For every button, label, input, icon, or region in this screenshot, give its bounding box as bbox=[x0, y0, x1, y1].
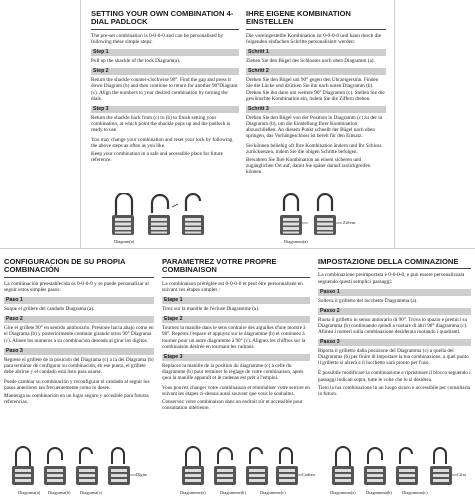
intro-text: La combinaison préréglée est 0-0-0-0 et peut être personnalisée en suivant ces étapes simples : bbox=[162, 280, 303, 294]
step-text: Solleva il grilletto del lucchetto Diagramma (a). bbox=[318, 297, 418, 304]
wheel-label: Ziffern bbox=[343, 220, 356, 225]
intro-text: The pre-set combination is 0-0-0-0 and can be personalised by following these simple steps: bbox=[91, 32, 224, 46]
note-text: Tieni la tua combinazione in un luogo sicuro e accessibile per consultarla in futuro. bbox=[318, 384, 471, 397]
step-label: Passo 3 bbox=[318, 339, 471, 346]
step-2 bbox=[318, 308, 471, 335]
note-text: È possibile modificare la combinazione e ripristinare il blocco seguendo i passaggi indicati sopra, tutte le volte che lo si desidera. bbox=[318, 370, 471, 383]
padlock-wheel-icon bbox=[276, 448, 302, 485]
padlock-diagram-en-de bbox=[108, 193, 368, 245]
fold-line-middle bbox=[0, 248, 475, 249]
section-title: PARAMETREZ VOTRE PROPRE COMBINAISON bbox=[162, 258, 310, 278]
step-text: Tournez la manille dans le sens contraire des aiguilles d'une montre à 90°. Repérez l'espace et appuyez sur le diagramme (b) et continuez à tourner pour un autre diagramme à 90° (c). Alignez les chiffres sur la combinaison désirée en tournant les cadrans. bbox=[162, 325, 306, 350]
section-title: IMPOSTAZIONE DELLA COMINAZIONE bbox=[318, 258, 471, 269]
step-label: Schritt 2 bbox=[246, 68, 386, 75]
padlock-wheel-icon bbox=[314, 194, 342, 235]
step-text: Tirez sur la manille de l'écluse Diagramme (a). bbox=[162, 306, 260, 313]
step-2 bbox=[162, 316, 310, 349]
step-2 bbox=[246, 68, 386, 101]
step-label: Etape 2 bbox=[162, 316, 310, 323]
intro-text: Die voreingestellte Kombination ist 0-0-0-0 und kann durch die folgenden einfachen Schritte personalisiert werden: bbox=[246, 32, 382, 46]
step-3 bbox=[4, 348, 154, 375]
note-text: Bewahren Sie Ihre Kombination an einem sicheren und zugänglichen Ort auf, damit Sie später darauf zurückgreifen können. bbox=[246, 157, 371, 176]
padlock-wheel-icon bbox=[108, 448, 136, 485]
note-text: Conservez votre combinaison dans un endroit sûr et accessible pour consultation ultérieure. bbox=[162, 399, 303, 412]
step-label: Step 2 bbox=[91, 68, 239, 75]
step-label: Paso 2 bbox=[4, 316, 154, 323]
step-3 bbox=[162, 354, 310, 381]
padlock-a-icon bbox=[332, 447, 354, 485]
padlock-diagram-svg bbox=[108, 193, 368, 245]
intro-text: La combinazione preimpostata è 0-0-0-0, e può essere personalizzata seguendo questi semplici passaggi: bbox=[318, 272, 465, 285]
diagram-a-label: Diagramma(a) bbox=[330, 490, 356, 495]
note-text: You may change your combination and reset your lock by following the above steps as often as you like. bbox=[91, 136, 233, 150]
section-italian bbox=[318, 258, 471, 464]
step-text: Riporta il grilletto dalla posizione del Diagramma (c) a quella del Diagramma (b) per finire di impostare la tua combinazione, a quel punto il grilletto si alzerà e il lucchetto sarà pronto per l'uso. bbox=[318, 348, 469, 367]
step-label: Paso 1 bbox=[4, 297, 154, 304]
padlock-diagram-fr bbox=[166, 446, 316, 496]
padlock-c-icon bbox=[76, 448, 98, 485]
step-1 bbox=[246, 49, 386, 64]
step-1 bbox=[91, 49, 239, 64]
padlock-diagram-svg bbox=[8, 446, 158, 496]
padlock-wheel-icon bbox=[430, 448, 457, 485]
step-text: Gire el grillete 90° en sentido antihorario. Presione hacia abajo como en el Diagrama (b) y posteriormente continúe girando otros 90° Diagrama (c). Alinee los números a su combinación deseada al girar los dígitos. bbox=[4, 325, 154, 344]
intro-text: La combinación preestablecida es 0-0-0-0 y se puede personalizar al seguir estos simples pasos: bbox=[4, 280, 149, 294]
padlock-c-icon bbox=[182, 194, 204, 235]
note-text: Vous pouvez changer votre combinaison et réinitialiser votre serrure en suivant les étapes ci-dessus aussi souvent que vous le souhaitez. bbox=[162, 384, 310, 398]
padlock-a-icon bbox=[112, 193, 134, 235]
padlock-b-icon bbox=[214, 448, 236, 485]
fold-line-top-left bbox=[80, 0, 81, 248]
step-label: Schritt 1 bbox=[246, 49, 386, 56]
step-label: Etape 1 bbox=[162, 297, 310, 304]
diagram-a-label: Diagram(a) bbox=[114, 239, 135, 244]
step-text: Suque el grillete del candado Diagrama (a). bbox=[4, 306, 95, 313]
step-text: Return the shackle back from (c) to (b) to finish setting your combination, at which point the shackle pops up and the padlock is ready to use. bbox=[91, 114, 231, 133]
diagram-c-label: Diagramma(c) bbox=[402, 490, 428, 495]
diagram-a-label: Diagrama(a) bbox=[18, 490, 41, 495]
step-text: Return the shackle counter-clockwise 90°. Find the gap and press it down Diagram (b) and then continue to return for another 90°Diagram (c). Align the numbers to your desired combination by turning the dials. bbox=[91, 77, 238, 102]
step-text: Replacez la manille de la position du diagramme (c) à celle du diagramme (b) pour terminer le réglage de votre combinaison, après quoi la manille apparaît et le cadenas est prêt à l'emploi. bbox=[162, 362, 304, 381]
step-text: Drehen Sie den Bügel um 90° gegen den Uhrzeigersinn. Finden Sie die Lücke und drücken Sie ihn nach unten Diagramm (b). Drehen Sie ihn dann um weitere 90° Diagramm (c). Stellen Sie die gewünschte Kombination ein, indem Sie die Ziffern drehen. bbox=[246, 77, 385, 102]
wheel-label: Cifra bbox=[457, 472, 467, 477]
step-2 bbox=[4, 316, 154, 343]
padlock-a-icon bbox=[182, 447, 204, 485]
diagram-c-label: Diagramme(c) bbox=[260, 490, 286, 495]
padlock-b-icon bbox=[44, 448, 66, 485]
padlock-diagram-it bbox=[322, 446, 472, 496]
diagram-a-label: Diagramme(a) bbox=[180, 490, 206, 495]
padlock-wheel-icon bbox=[280, 194, 308, 235]
step-2 bbox=[91, 68, 239, 101]
padlock-diagram-svg bbox=[322, 446, 472, 496]
section-title: IHRE EIGENE KOMBINATION EINSTELLEN bbox=[246, 10, 386, 30]
diagram-b-label: Diagramma(b) bbox=[366, 490, 392, 495]
step-1 bbox=[4, 297, 154, 312]
diagram-c-label: Diagrama(c) bbox=[80, 490, 103, 495]
padlock-diagram-svg bbox=[166, 446, 316, 496]
diagram-a-label: Diagramm(a) bbox=[284, 239, 308, 244]
padlock-c-icon bbox=[396, 448, 418, 485]
step-1 bbox=[318, 289, 471, 304]
section-title: SETTING YOUR OWN COMBINATION 4-DIAL PADLOCK bbox=[91, 10, 239, 30]
step-text: Regrese el grillete de la posición del Diagrama (c) a la del Diagrama (b) para terminar de configurar su combinación, en ese punto, el grillete debe abrirse y el candado está listo para usarse. bbox=[4, 356, 154, 375]
padlock-a-icon bbox=[12, 447, 34, 485]
step-3 bbox=[91, 106, 239, 133]
step-label: Step 1 bbox=[91, 49, 239, 56]
padlock-b-icon bbox=[148, 195, 178, 235]
wheel-label: Dígito bbox=[136, 472, 148, 477]
wheel-label: Cadran bbox=[302, 472, 315, 477]
step-label: Step 3 bbox=[91, 106, 239, 113]
fold-line-top-right bbox=[394, 0, 395, 248]
diagram-b-label: Diagrama(b) bbox=[48, 490, 71, 495]
padlock-b-icon bbox=[364, 448, 386, 485]
step-3 bbox=[246, 106, 386, 139]
padlock-c-icon bbox=[246, 448, 268, 485]
section-title: CONFIGURACIÓN DE SU PROPIA COMBINACIÓN bbox=[4, 258, 154, 278]
step-3 bbox=[318, 339, 471, 366]
diagram-b-label: Diagramme(b) bbox=[220, 490, 246, 495]
note-text: Sie können beliebig oft Ihre Kombination ändern und Ihr Schloss zurücksetzen, indem Sie die obigen Schritte befolgen. bbox=[246, 143, 382, 156]
padlock-diagram-es bbox=[8, 446, 158, 496]
step-text: Ruota il grilletto in senso antiorario di 90°. Trova lo spazio e premici su Diagramma (b) continuando quindi a ruotare di altri 90° diagramma (c). Allinea i numeri sulla combinazione desiderata ruotando i quadranti. bbox=[318, 316, 468, 336]
step-text: Ziehen Sie den Bügel des Schlosses nach oben Diagramm (a). bbox=[246, 58, 375, 65]
note-text: Puede cambiar su combinación y reconfigurar el candado al seguir los pasos anteriores tan frecuentemente como lo desee. bbox=[4, 378, 150, 391]
step-label: Passo 2 bbox=[318, 308, 471, 315]
step-label: Passo 1 bbox=[318, 289, 471, 296]
step-text: Drehen Sie den Bügel von der Position in Diagramm (c) zu der in Diagramm (b), um die Einstellung Ihrer Kombination abzuschließen. An diesem Punkt schnellt der Bügel nach oben springen, das Vorhängeschloss ist bereit für den Einsatz. bbox=[246, 114, 383, 139]
step-label: Etape 3 bbox=[162, 354, 310, 361]
section-spanish bbox=[4, 258, 154, 464]
note-text: Keep your combination in a safe and accessible place for future reference. bbox=[91, 151, 223, 164]
step-text: Pull up the shackle of the lock Diagram(a). bbox=[91, 58, 181, 65]
section-french bbox=[162, 258, 310, 464]
step-1 bbox=[162, 297, 310, 312]
step-label: Paso 3 bbox=[4, 348, 154, 355]
step-label: Schritt 3 bbox=[246, 106, 386, 113]
note-text: Mantenga su combinación en un lugar seguro y accesible para futuras referencias. bbox=[4, 393, 149, 406]
